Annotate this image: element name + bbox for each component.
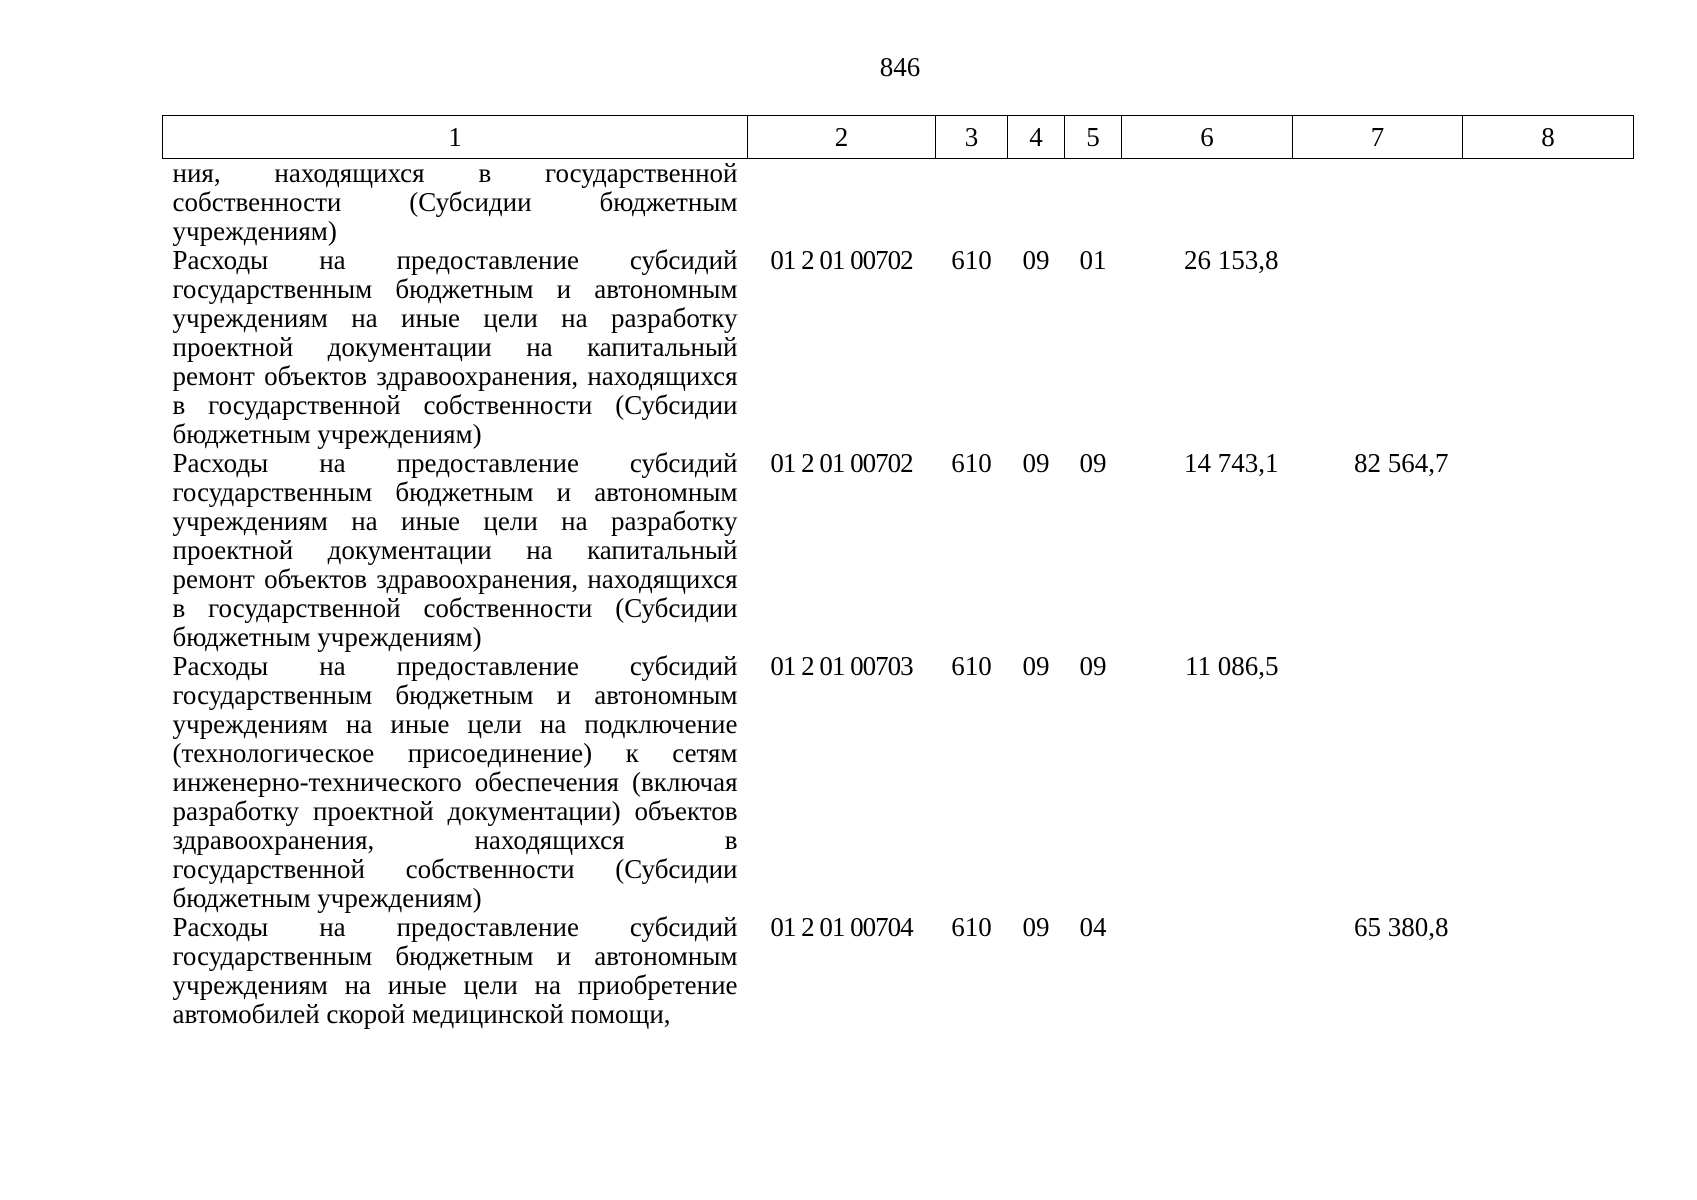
table-row — [163, 652, 1634, 913]
row-section: 09 — [1022, 651, 1050, 681]
row-amount-8 — [1463, 246, 1634, 449]
budget-table — [162, 115, 1634, 1029]
table-header-row — [163, 116, 1634, 159]
row-description: Расходы на предоставление субсидий государственным бюджетным и автономным учреждениям на иные цели на подключение (технологическое присоединение) к сетям инженерно-технического обеспечения (включая разработку проектной документации) объектов здравоохранения, находящихся в государственной собственности (Субсидии бюджетным учреждениям) — [172, 651, 738, 913]
row-expense-type: 610 — [951, 912, 992, 942]
row-amount-7 — [1293, 652, 1463, 913]
row-target-code: 01 2 01 00703 — [770, 651, 913, 681]
row-amount-6: 14 743,1 — [1184, 448, 1279, 478]
table-row — [163, 449, 1634, 652]
row-amount-6: 26 153,8 — [1184, 245, 1279, 275]
row-subsection: 04 — [1079, 912, 1107, 942]
column-header-7: 7 — [1293, 116, 1463, 159]
table-row — [163, 159, 1634, 247]
row-amount-6: 11 086,5 — [1185, 651, 1279, 681]
row-subsection — [1065, 159, 1122, 247]
row-description: Расходы на предоставление субсидий государственным бюджетным и автономным учреждениям на иные цели на разработку проектной документации на капитальный ремонт объектов здравоохранения, находящихся в государственной собственности (Субсидии бюджетным учреждениям) — [172, 245, 738, 449]
row-amount-8 — [1463, 449, 1634, 652]
row-amount-8 — [1463, 159, 1634, 247]
column-header-4: 4 — [1008, 116, 1065, 159]
row-amount-6 — [1122, 913, 1293, 1029]
row-section — [1008, 159, 1065, 247]
column-header-8: 8 — [1463, 116, 1634, 159]
row-amount-7: 82 564,7 — [1354, 448, 1449, 478]
row-target-code: 01 2 01 00702 — [770, 448, 913, 478]
row-target-code: 01 2 01 00702 — [770, 245, 913, 275]
row-target-code: 01 2 01 00704 — [770, 912, 913, 942]
column-header-1: 1 — [163, 116, 748, 159]
row-expense-type — [936, 159, 1008, 247]
row-description: ния, находящихся в государственной собственности (Субсидии бюджетным учреждениям) — [172, 158, 738, 246]
column-header-5: 5 — [1065, 116, 1122, 159]
row-subsection: 09 — [1079, 448, 1107, 478]
row-amount-8 — [1463, 652, 1634, 913]
row-expense-type: 610 — [951, 651, 992, 681]
budget-table-container — [162, 115, 1633, 1029]
row-subsection: 09 — [1079, 651, 1107, 681]
column-header-3: 3 — [936, 116, 1008, 159]
row-amount-7 — [1293, 159, 1463, 247]
row-expense-type: 610 — [951, 245, 992, 275]
row-amount-8 — [1463, 913, 1634, 1029]
row-amount-7: 65 380,8 — [1354, 912, 1449, 942]
page-number: 846 — [879, 52, 921, 82]
row-description: Расходы на предоставление субсидий государственным бюджетным и автономным учреждениям на иные цели на приобретение автомобилей скорой медицинской помощи, — [172, 912, 738, 1029]
row-expense-type: 610 — [951, 448, 992, 478]
row-section: 09 — [1022, 448, 1050, 478]
table-row — [163, 913, 1634, 1029]
row-description: Расходы на предоставление субсидий государственным бюджетным и автономным учреждениям на иные цели на разработку проектной документации на капитальный ремонт объектов здравоохранения, находящихся в государственной собственности (Субсидии бюджетным учреждениям) — [172, 448, 738, 652]
row-amount-6 — [1122, 159, 1293, 247]
row-target-code — [748, 159, 936, 247]
row-subsection: 01 — [1079, 245, 1107, 275]
row-amount-7 — [1293, 246, 1463, 449]
column-header-6: 6 — [1122, 116, 1293, 159]
column-header-2: 2 — [748, 116, 936, 159]
row-section: 09 — [1022, 912, 1050, 942]
table-row — [163, 246, 1634, 449]
row-section: 09 — [1022, 245, 1050, 275]
